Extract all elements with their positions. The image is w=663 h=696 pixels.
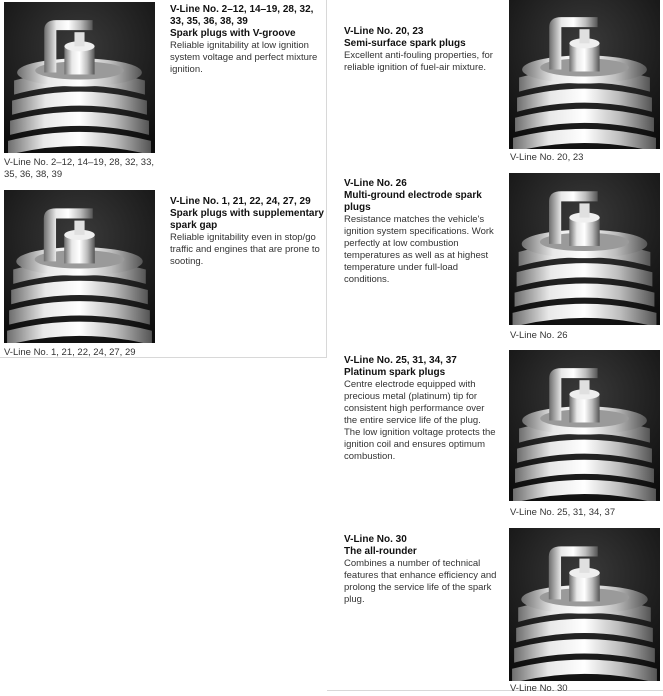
spark-plug-multi-ground-photo [509,173,660,325]
product-description: Excellent anti-fouling properties, for reliable ignition of fuel-air mixture. [344,50,493,73]
product-block-all-rounder [344,534,499,606]
photo-caption: V-Line No. 20, 23 [510,152,584,163]
photo-caption: V-Line No. 25, 31, 34, 37 [510,507,616,518]
product-title: V-Line No. 30 [344,534,407,545]
product-title: V-Line No. 1, 21, 22, 24, 27, 29 [170,196,311,207]
product-block-v-groove [170,4,320,76]
photo-caption: V-Line No. 30 [510,683,568,694]
product-block-multi-ground [344,178,499,286]
product-title: V-Line No. 20, 23 [344,26,424,37]
product-description: Reliable ignitability at low ignition system voltage and perfect mixture ignition. [170,40,318,75]
spark-plug-platinum-photo [509,350,660,501]
spark-plug-all-rounder-photo [509,528,660,681]
photo-caption: V-Line No. 26 [510,330,568,341]
product-description: Combines a number of technical features that enhance efficiency and prolong the service life of the spark plug. [344,558,497,605]
product-block-platinum [344,355,499,463]
spark-plug-semi-surface-photo [509,0,660,149]
spark-plug-v-groove-photo [4,2,155,153]
product-subtitle: Semi-surface spark plugs [344,38,466,49]
product-subtitle: The all-rounder [344,546,417,557]
product-subtitle: Platinum spark plugs [344,367,446,378]
product-block-semi-surface [344,26,499,74]
product-title: V-Line No. 26 [344,178,407,189]
product-title: V-Line No. 25, 31, 34, 37 [344,355,457,366]
photo-caption: V-Line No. 2–12, 14–19, 28, 32, 33, 35, 36, 38, 39 [4,157,155,180]
spark-plug-supplementary-gap-photo [4,190,155,343]
product-description: Reliable ignitability even in stop/go traffic and engines that are prone to sooting. [170,232,320,267]
photo-caption: V-Line No. 1, 21, 22, 24, 27, 29 [4,347,136,358]
product-subtitle: Multi-ground electrode spark plugs [344,190,482,213]
product-subtitle: Spark plugs with supplementary spark gap [170,208,324,231]
product-subtitle: Spark plugs with V-groove [170,28,296,39]
product-block-supplementary-gap [170,196,325,268]
product-title: V-Line No. 2–12, 14–19, 28, 32, 33, 35, 36, 38, 39 [170,4,314,27]
product-description: Resistance matches the vehicle's ignition system specifications. Work perfectly at low combustion temperatures as well as at highest temperature under full-load conditions. [344,214,494,285]
product-description: Centre electrode equipped with precious metal (platinum) tip for consistent high performance over the entire service life of the plug. The low ignition voltage protects the ignition coil and ensures optimum combustion. [344,379,496,462]
